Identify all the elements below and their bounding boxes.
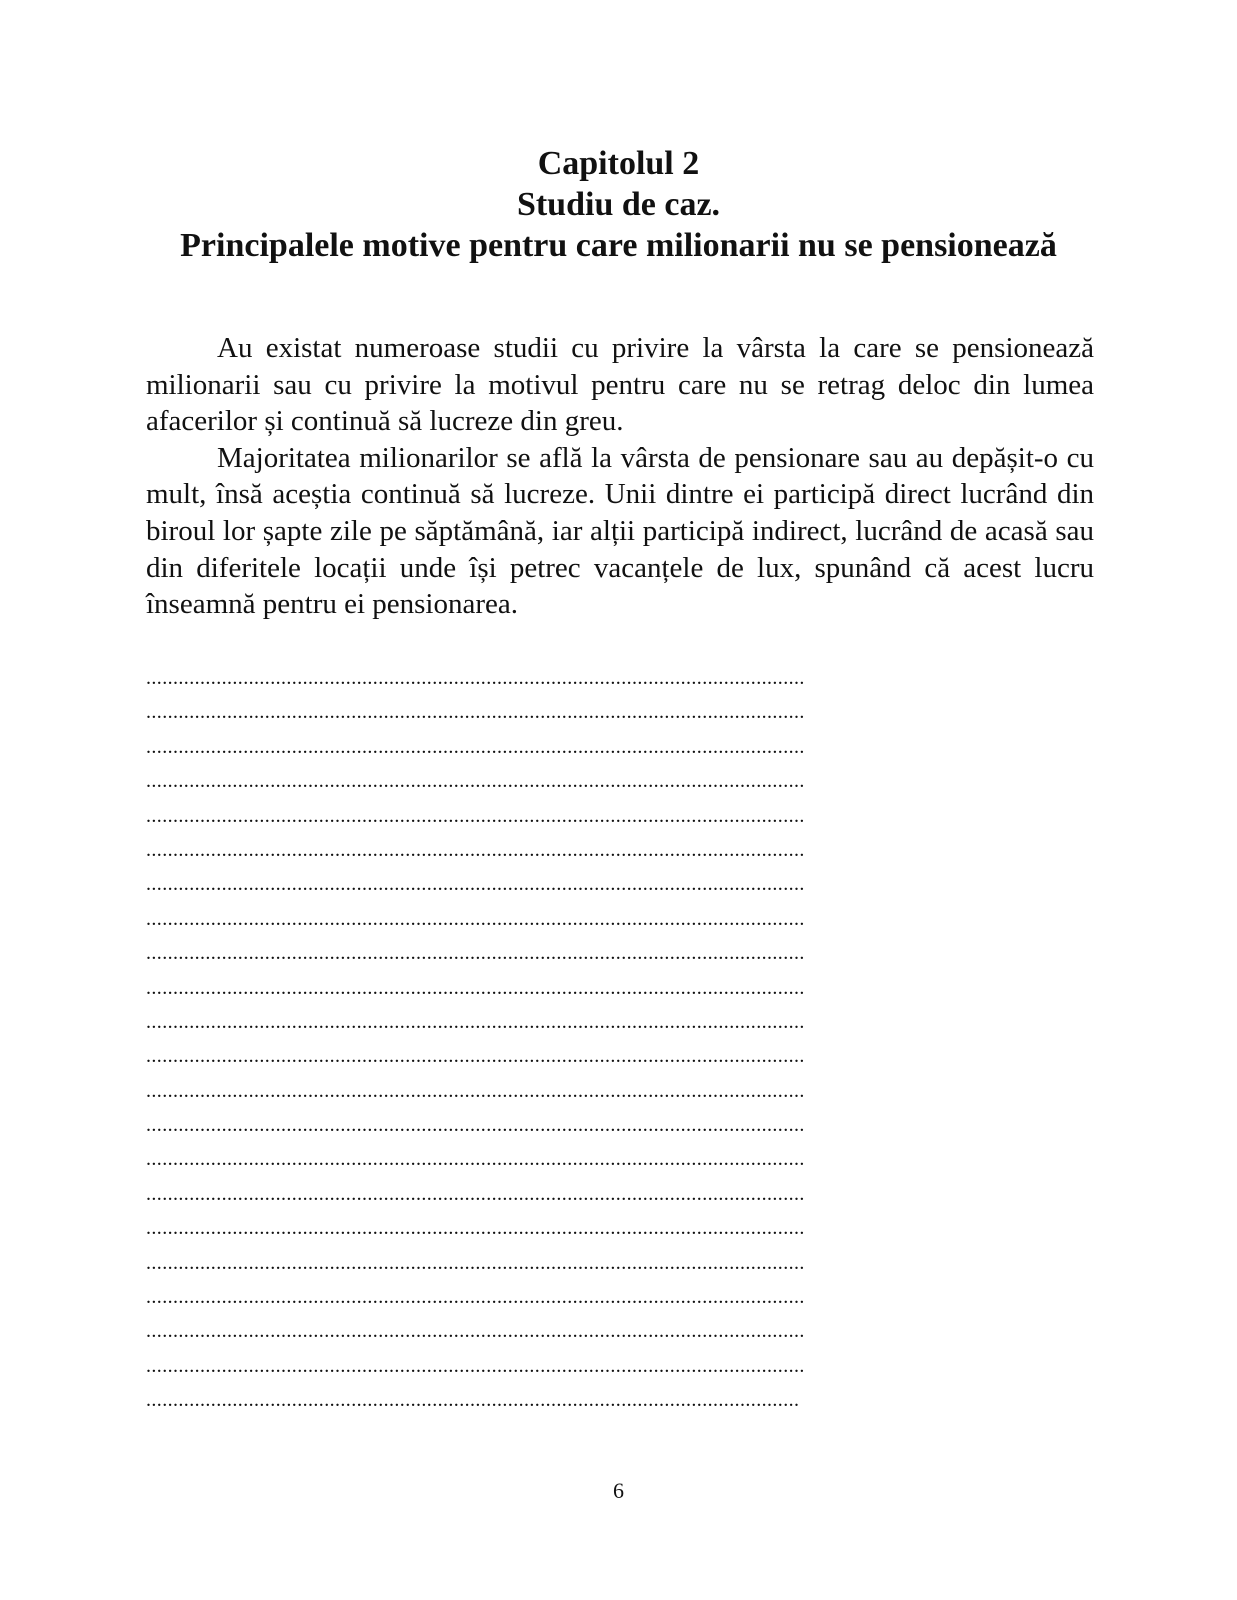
dotted-line: ......................................................................................................................... — [146, 1389, 800, 1412]
dotted-line: .......................................................................................................................... — [146, 1148, 805, 1171]
dotted-line: .......................................................................................................................... — [146, 1182, 805, 1205]
chapter-number: Capitolul 2 — [537, 145, 700, 182]
dotted-line: .......................................................................................................................... — [146, 976, 805, 999]
paragraph: Au existat numeroase studii cu privire la vârsta la care se pensionează milionarii sau cu privire la motivul pentru care nu se retrag deloc din lumea afacerilor și continuă să lucreze din greu. — [146, 332, 1094, 438]
dotted-line: .......................................................................................................................... — [146, 1320, 805, 1343]
chapter-title: Principalele motive pentru care milionarii nu se pensionează — [180, 227, 1057, 264]
dotted-line: .......................................................................................................................... — [146, 770, 805, 793]
dotted-writing-lines — [146, 661, 1046, 1418]
dotted-line: .......................................................................................................................... — [146, 942, 805, 965]
dotted-line: .......................................................................................................................... — [146, 838, 805, 861]
chapter-heading — [0, 143, 1237, 266]
body-text — [146, 330, 1094, 623]
dotted-line: .......................................................................................................................... — [146, 1251, 805, 1274]
dotted-line: .......................................................................................................................... — [146, 873, 805, 896]
dotted-line: .......................................................................................................................... — [146, 1079, 805, 1102]
dotted-line: .......................................................................................................................... — [146, 735, 805, 758]
dotted-line: .......................................................................................................................... — [146, 701, 805, 724]
dotted-line: .......................................................................................................................... — [146, 804, 805, 827]
dotted-line: .......................................................................................................................... — [146, 1010, 805, 1033]
dotted-line: .......................................................................................................................... — [146, 1114, 805, 1137]
dotted-line: .......................................................................................................................... — [146, 667, 805, 689]
dotted-line: .......................................................................................................................... — [146, 1354, 805, 1377]
page-number: 6 — [613, 1478, 624, 1503]
dotted-line: .......................................................................................................................... — [146, 1286, 805, 1309]
chapter-subtitle: Studiu de caz. — [516, 186, 721, 223]
paragraph: Majoritatea milionarilor se află la vârsta de pensionare sau au depășit-o cu mult, însă aceștia continuă să lucreze. Unii dintre ei participă direct lucrând din biroul lor șapte zile pe săptămână, iar alții participă indirect, lucrând de acasă sau din diferitele locații unde își petrec vacanțele de lux, spunând că acest lucru înseamnă pentru ei pensionarea. — [146, 441, 1094, 621]
dotted-line: .......................................................................................................................... — [146, 907, 805, 930]
dotted-line: .......................................................................................................................... — [146, 1217, 805, 1240]
dotted-line: .......................................................................................................................... — [146, 1045, 805, 1068]
